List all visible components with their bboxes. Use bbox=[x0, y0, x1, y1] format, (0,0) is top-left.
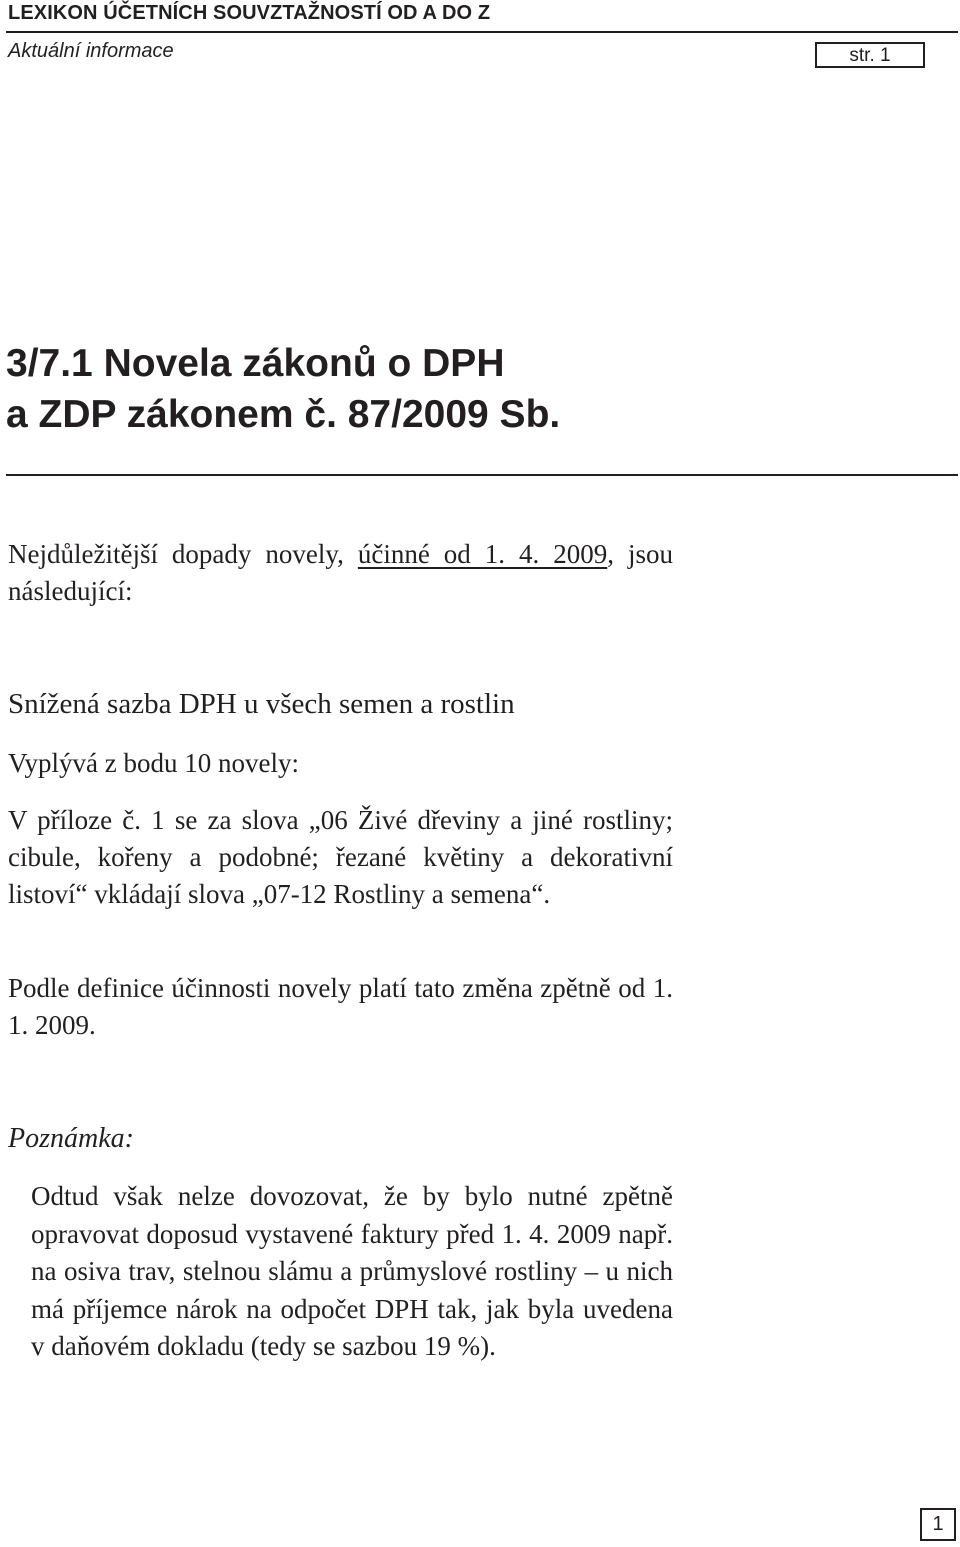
note-text: Odtud však nelze dovozovat, že by bylo nutné zpětně opravovat doposud vystavené faktury před 1. 4. 2009 např. na osiva trav, stelnou slámu a průmyslové rostliny – u nich má příjemce nárok na odpočet DPH tak, jak byla uvedena v daňovém dokladu (tedy se sazbou 19 %). bbox=[31, 1181, 673, 1361]
section-label: Aktuální informace bbox=[8, 40, 174, 62]
page-label-box: str. 1 bbox=[815, 42, 925, 68]
lead-text: Vyplývá z bodu 10 novely: bbox=[8, 748, 299, 778]
article-title-line-2: a ZDP zákonem č. 87/2009 Sb. bbox=[6, 393, 561, 436]
header-divider bbox=[6, 31, 958, 33]
note-label: Poznámka: bbox=[8, 1123, 134, 1154]
amendment-paragraph: V příloze č. 1 se za slova „06 Živé dřeviny a jiné rostliny; cibule, kořeny a podobné; řezané květiny a dekorativní listoví“ vkládají slova „07-12 Rostliny a semena“. bbox=[8, 805, 673, 909]
section-subheading: Snížená sazba DPH u všech semen a rostlin bbox=[8, 688, 515, 720]
intro-paragraph bbox=[8, 536, 673, 610]
article-title-line-1: 3/7.1 Novela zákonů o DPH bbox=[6, 342, 505, 385]
title-divider bbox=[6, 474, 958, 476]
article-title bbox=[6, 338, 560, 440]
effective-date-emphasis: účinné od 1. 4. 2009 bbox=[357, 539, 608, 569]
intro-text: Nejdůležitější dopady novely, bbox=[8, 539, 358, 569]
effectiveness-paragraph: Podle definice účinnosti novely platí tato změna zpětně od 1. 1. 2009. bbox=[8, 973, 673, 1040]
intro-text-end: , jsou následující: bbox=[8, 539, 673, 606]
running-title: LEXIKON ÚČETNÍCH SOUVZTAŽNOSTÍ OD A DO Z bbox=[8, 2, 491, 24]
page-number-box: 1 bbox=[920, 1508, 956, 1541]
